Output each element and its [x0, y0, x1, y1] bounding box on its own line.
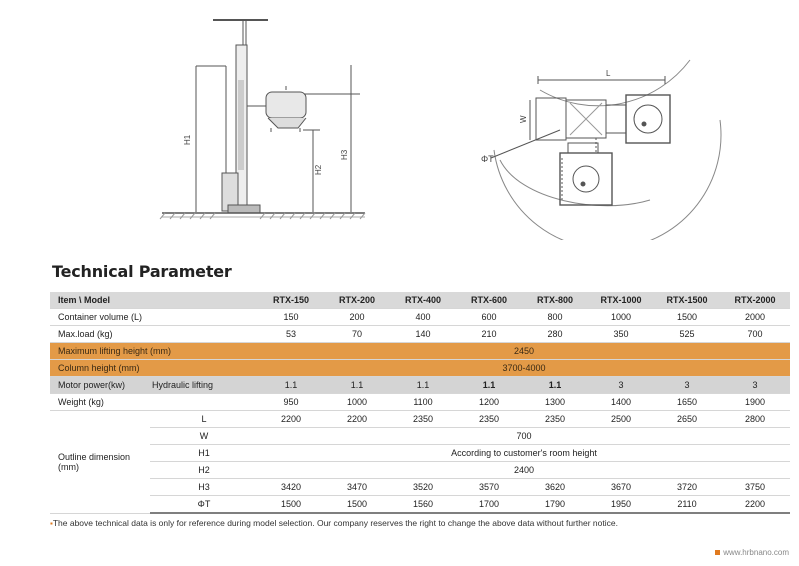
cell: 800	[522, 309, 588, 326]
cell: 3570	[456, 479, 522, 496]
cell: 3750	[720, 479, 790, 496]
model-header: RTX-600	[456, 292, 522, 309]
cell: 3470	[324, 479, 390, 496]
model-header: RTX-400	[390, 292, 456, 309]
h1-label: H1	[183, 134, 192, 145]
cell: 70	[324, 326, 390, 343]
spec-table	[50, 292, 790, 514]
table-header-row	[50, 292, 790, 309]
cell: 3670	[588, 479, 654, 496]
cell: 200	[324, 309, 390, 326]
model-header: RTX-150	[258, 292, 324, 309]
outline-h1-row	[50, 445, 790, 462]
cell: 1700	[456, 496, 522, 514]
cell: 2800	[720, 411, 790, 428]
cell: 2000	[720, 309, 790, 326]
w-label: W	[519, 115, 528, 123]
cell: 1100	[390, 394, 456, 411]
cell: 350	[588, 326, 654, 343]
cell: 1790	[522, 496, 588, 514]
row-label: Column height (mm)	[50, 360, 258, 377]
cell: 140	[390, 326, 456, 343]
outline-w-row	[50, 428, 790, 445]
cell: 1000	[324, 394, 390, 411]
cell: 2350	[522, 411, 588, 428]
outline-h3-row	[50, 479, 790, 496]
max-lifting-height-row	[50, 343, 790, 360]
cell: According to customer's room height	[258, 445, 790, 462]
cell: 400	[390, 309, 456, 326]
cell: 2450	[258, 343, 790, 360]
cell: 3	[588, 377, 654, 394]
cell: 2400	[258, 462, 790, 479]
cell: 1500	[258, 496, 324, 514]
cell: 3	[720, 377, 790, 394]
row-sublabel: Hydraulic lifting	[150, 377, 258, 394]
cell: 2200	[720, 496, 790, 514]
cell: 210	[456, 326, 522, 343]
row-label: Maximum lifting height (mm)	[50, 343, 258, 360]
cell: 1.1	[456, 377, 522, 394]
cell: 3720	[654, 479, 720, 496]
outline-phi-t-row	[50, 496, 790, 514]
cell: 600	[456, 309, 522, 326]
row-sublabel: H3	[150, 479, 258, 496]
cell: 3520	[390, 479, 456, 496]
motor-power-row	[50, 377, 790, 394]
model-header: RTX-1500	[654, 292, 720, 309]
h3-label: H3	[340, 149, 349, 160]
technical-drawing	[0, 0, 799, 240]
item-model-header: Item \ Model	[50, 292, 258, 309]
cell: 700	[258, 428, 790, 445]
row-label: Max.load (kg)	[50, 326, 258, 343]
cell: 1.1	[258, 377, 324, 394]
row-sublabel: ΦT	[150, 496, 258, 514]
cell: 3420	[258, 479, 324, 496]
cell: 150	[258, 309, 324, 326]
cell: 2350	[456, 411, 522, 428]
column-height-row	[50, 360, 790, 377]
note-bullet-icon: ▪	[50, 519, 53, 528]
row-label: Weight (kg)	[50, 394, 258, 411]
cell: 2110	[654, 496, 720, 514]
model-header: RTX-2000	[720, 292, 790, 309]
cell: 2350	[390, 411, 456, 428]
row-sublabel: L	[150, 411, 258, 428]
cell: 2500	[588, 411, 654, 428]
cell: 1950	[588, 496, 654, 514]
side-elevation-view	[160, 20, 365, 219]
max-load-row	[50, 326, 790, 343]
cell: 1650	[654, 394, 720, 411]
cell: 2650	[654, 411, 720, 428]
weight-row	[50, 394, 790, 411]
cell: 700	[720, 326, 790, 343]
cell: 2200	[258, 411, 324, 428]
cell: 2200	[324, 411, 390, 428]
section-heading: Technical Parameter	[52, 262, 232, 281]
cell: 3620	[522, 479, 588, 496]
model-header: RTX-800	[522, 292, 588, 309]
container-volume-row	[50, 309, 790, 326]
cell: 1.1	[324, 377, 390, 394]
disclaimer-text: The above technical data is only for reference during model selection. Our company reserves the right to change the above data without further notice.	[52, 518, 618, 528]
cell: 1500	[654, 309, 720, 326]
cell: 950	[258, 394, 324, 411]
cell: 280	[522, 326, 588, 343]
l-label: L	[606, 69, 611, 78]
model-header: RTX-1000	[588, 292, 654, 309]
h2-label: H2	[314, 164, 323, 175]
cell: 1560	[390, 496, 456, 514]
orange-square-icon	[715, 550, 720, 555]
cell: 1.1	[390, 377, 456, 394]
cell: 53	[258, 326, 324, 343]
row-sublabel: H1	[150, 445, 258, 462]
cell: 1300	[522, 394, 588, 411]
cell: 1500	[324, 496, 390, 514]
outline-h2-row	[50, 462, 790, 479]
outline-l-row	[50, 411, 790, 428]
cell: 525	[654, 326, 720, 343]
top-plan-view	[491, 60, 721, 240]
row-label: Container volume (L)	[50, 309, 258, 326]
row-label: Motor power(kw)	[50, 377, 150, 394]
cell: 3700-4000	[258, 360, 790, 377]
model-header: RTX-200	[324, 292, 390, 309]
cell: 1400	[588, 394, 654, 411]
website-footer	[715, 548, 789, 557]
cell: 1.1	[522, 377, 588, 394]
disclaimer-note	[50, 518, 618, 528]
outline-dimension-label: Outline dimension (mm)	[50, 411, 150, 514]
cell: 1900	[720, 394, 790, 411]
row-sublabel: H2	[150, 462, 258, 479]
row-sublabel: W	[150, 428, 258, 445]
phi-t-label: ΦT	[481, 154, 494, 164]
cell: 3	[654, 377, 720, 394]
cell: 1200	[456, 394, 522, 411]
cell: 1000	[588, 309, 654, 326]
website-url: www.hrbnano.com	[723, 548, 789, 557]
